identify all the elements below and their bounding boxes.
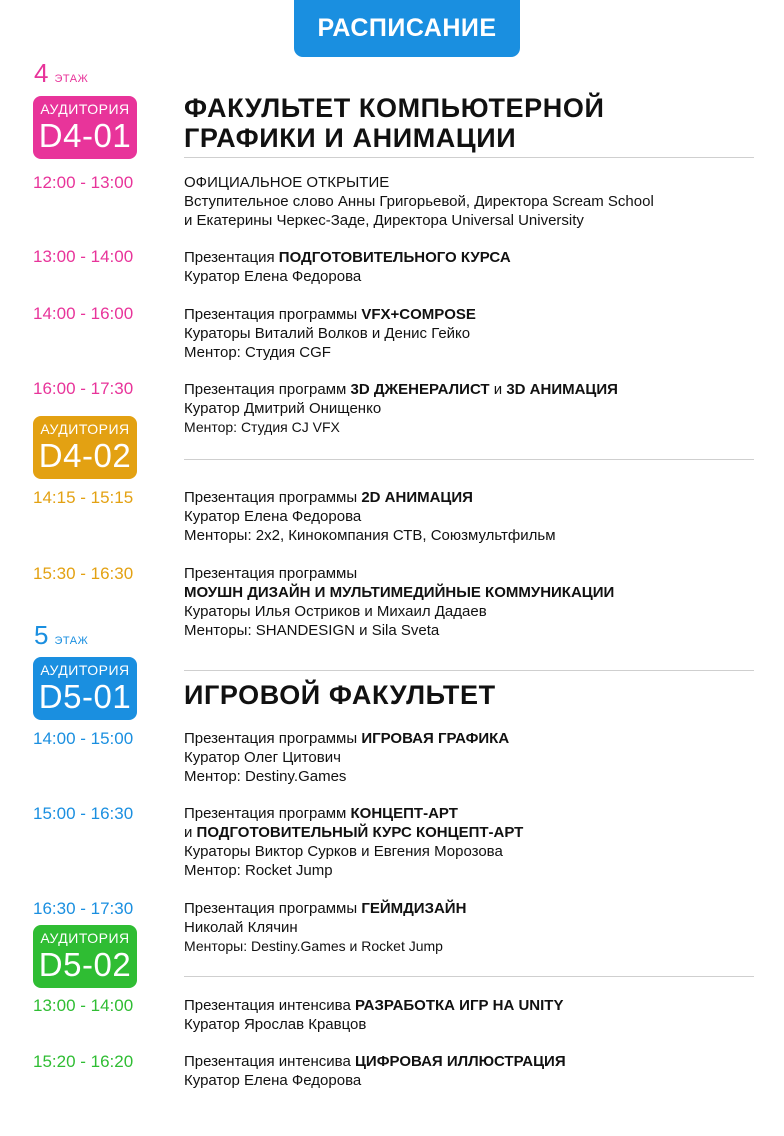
event-program-name: ПОДГОТОВИТЕЛЬНЫЙ КУРС КОНЦЕПТ-АРТ [196, 824, 524, 841]
event-line: Менторы: 2x2, Кинокомпания СТВ, Союзмультфильм [184, 527, 556, 544]
event-program-name: ИГРОВАЯ ГРАФИКА [361, 730, 510, 747]
floor-4-label [34, 58, 88, 89]
auditorium-code: D5-02 [38, 946, 132, 983]
event-line: Куратор Дмитрий Онищенко [184, 400, 382, 417]
event-time: 13:00 - 14:00 [33, 247, 134, 266]
event-description [184, 488, 764, 545]
divider [184, 157, 754, 158]
event-description [184, 729, 764, 786]
event-time: 14:00 - 16:00 [33, 304, 134, 323]
auditorium-badge-d5-02 [33, 925, 137, 988]
event-description [184, 804, 764, 880]
floor-number: 5 [34, 620, 49, 650]
auditorium-label: АУДИТОРИЯ [40, 662, 130, 678]
event-line: Ментор: Студия CGF [184, 344, 331, 361]
event-description [184, 248, 764, 286]
auditorium-label: АУДИТОРИЯ [40, 930, 130, 946]
event-time: 12:00 - 13:00 [33, 173, 134, 192]
event-title: ОФИЦИАЛЬНОЕ ОТКРЫТИЕ [184, 174, 390, 191]
event-description [184, 564, 764, 640]
event-description [184, 305, 764, 362]
event-program-name: ЦИФРОВАЯ ИЛЛЮСТРАЦИЯ [354, 1053, 566, 1070]
floor-word: ЭТАЖ [54, 73, 89, 85]
event-prefix: и [184, 824, 197, 841]
faculty-title-graphics [184, 93, 604, 153]
event-line: Куратор Ярослав Кравцов [184, 1016, 367, 1033]
floor-word: ЭТАЖ [54, 635, 89, 647]
event-program-name: 3D АНИМАЦИЯ [506, 381, 618, 398]
event-program-name: 2D АНИМАЦИЯ [361, 489, 473, 506]
event-prefix: Презентация программы [184, 489, 362, 506]
event-time: 14:15 - 15:15 [33, 488, 134, 507]
auditorium-label: АУДИТОРИЯ [40, 421, 130, 437]
event-program-name: ГЕЙМДИЗАЙН [361, 900, 467, 917]
faculty-title-line: ГРАФИКИ И АНИМАЦИИ [184, 123, 517, 153]
event-prefix: Презентация интенсива [184, 1053, 355, 1070]
event-program-name: VFX+COMPOSE [361, 306, 476, 323]
event-line: Куратор Елена Федорова [184, 1072, 362, 1089]
divider [184, 976, 754, 977]
event-line: Менторы: Destiny.Games и Rocket Jump [184, 938, 443, 954]
event-time: 13:00 - 14:00 [33, 996, 134, 1015]
event-prefix: Презентация программы [184, 306, 362, 323]
auditorium-label: АУДИТОРИЯ [40, 101, 130, 117]
divider [184, 670, 754, 671]
event-description [184, 1052, 764, 1090]
event-line: Николай Клячин [184, 919, 298, 936]
floor-number: 4 [34, 58, 49, 88]
event-time: 16:00 - 17:30 [33, 379, 134, 398]
event-line: и Екатерины Черкес-Заде, Директора Universal University [184, 212, 584, 229]
event-line: Куратор Олег Цитович [184, 749, 341, 766]
event-prefix: Презентация интенсива [184, 997, 355, 1014]
event-program-name: 3D ДЖЕНЕРАЛИСТ [350, 381, 490, 398]
auditorium-badge-d4-02 [33, 416, 137, 479]
event-line: Менторы: SHANDESIGN и Sila Sveta [184, 622, 440, 639]
auditorium-badge-d4-01 [33, 96, 137, 159]
schedule-title-badge [294, 0, 520, 57]
faculty-title-line: ИГРОВОЙ ФАКУЛЬТЕТ [184, 680, 496, 710]
event-line: Куратор Елена Федорова [184, 508, 362, 525]
event-prefix: Презентация [184, 249, 279, 266]
event-line: Кураторы Виталий Волков и Денис Гейко [184, 325, 471, 342]
event-description [184, 996, 764, 1034]
event-line: Ментор: Destiny.Games [184, 768, 347, 785]
auditorium-code: D5-01 [38, 678, 132, 715]
event-program-name: РАЗРАБОТКА ИГР НА UNITY [354, 997, 564, 1014]
schedule-title: РАСПИСАНИЕ [317, 14, 497, 42]
event-prefix: Презентация программ [184, 805, 351, 822]
event-time: 15:00 - 16:30 [33, 804, 134, 823]
event-time: 15:20 - 16:20 [33, 1052, 134, 1071]
event-program-name: МОУШН ДИЗАЙН И МУЛЬТИМЕДИЙНЫЕ КОММУНИКАЦИИ [184, 584, 615, 601]
faculty-title-games [184, 680, 496, 710]
event-description [184, 380, 764, 437]
event-description [184, 173, 764, 230]
auditorium-badge-d5-01 [33, 657, 137, 720]
faculty-title-line: ФАКУЛЬТЕТ КОМПЬЮТЕРНОЙ [184, 93, 605, 123]
event-line: Ментор: Rocket Jump [184, 862, 333, 879]
event-prefix: Презентация программы [184, 730, 362, 747]
event-time: 16:30 - 17:30 [33, 899, 134, 918]
event-program-name: КОНЦЕПТ-АРТ [350, 805, 458, 822]
event-time: 14:00 - 15:00 [33, 729, 134, 748]
event-prefix: Презентация программы [184, 900, 362, 917]
event-line: Ментор: Студия CJ VFX [184, 419, 340, 435]
event-prefix: Презентация программы [184, 565, 358, 582]
auditorium-code: D4-02 [38, 437, 132, 474]
floor-5-label [34, 620, 88, 651]
event-description [184, 899, 764, 956]
event-time: 15:30 - 16:30 [33, 564, 134, 583]
divider [184, 459, 754, 460]
event-prefix: Презентация программ [184, 381, 351, 398]
event-line: Кураторы Виктор Сурков и Евгения Морозова [184, 843, 503, 860]
event-program-name: ПОДГОТОВИТЕЛЬНОГО КУРСА [278, 249, 511, 266]
event-line: Вступительное слово Анны Григорьевой, Директора Scream School [184, 193, 654, 210]
event-line: Куратор Елена Федорова [184, 268, 362, 285]
event-conjunction: и [489, 381, 507, 398]
auditorium-code: D4-01 [38, 117, 132, 154]
event-line: Кураторы Илья Остриков и Михаил Дадаев [184, 603, 487, 620]
